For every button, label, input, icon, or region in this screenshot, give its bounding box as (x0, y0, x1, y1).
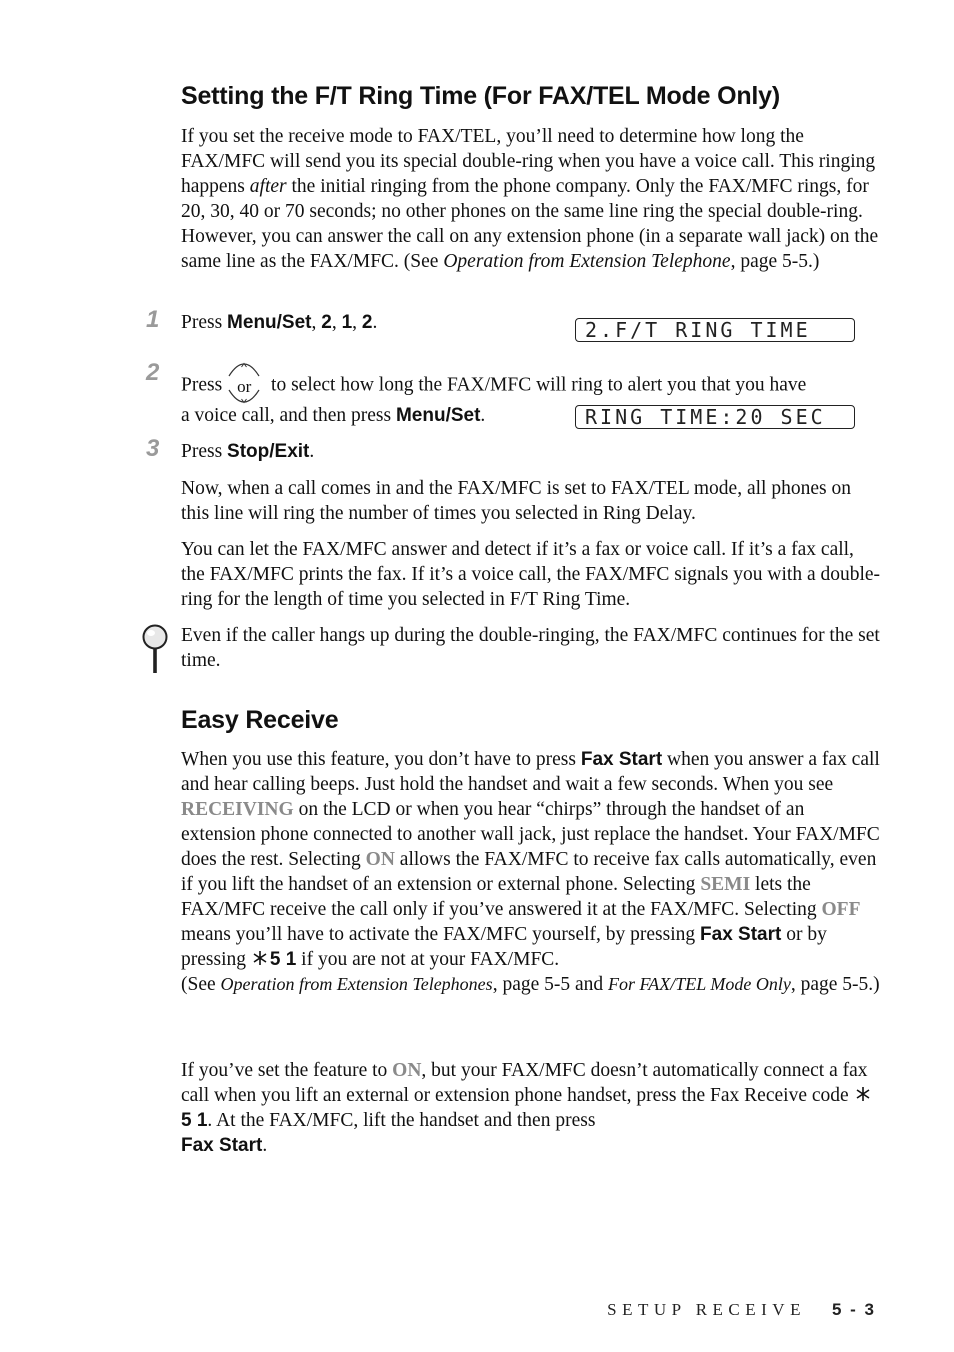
key-2: 2 (321, 312, 332, 333)
text: , (352, 312, 362, 333)
code-5-1: 5 1 (269, 949, 297, 970)
text: the initial ringing from the phone company. Only the FAX/MFC rings, for 20, 30, 40 or 70 seconds; no other phones on the same line ring the special double-ring. However, you can answer the call on any extension phone (in a separate wall jack) on the same line as the FAX/MFC. (See (181, 176, 879, 272)
text: , but your FAX/MFC doesn’t automatically connect a fax call when you lift an external or extension phone handset, press the Fax Receive code (181, 1060, 868, 1106)
star-key-icon (855, 1086, 871, 1102)
italic-text: after (249, 176, 287, 197)
text: . (372, 312, 378, 333)
paragraph-detect-call: You can let the FAX/MFC answer and detect if it’s a fax or voice call. If it’s a fax call, the FAX/MFC prints the fax. If it’s a voice call, the FAX/MFC signals you with a double-ring for the length of time you selected in F/T Ring Time. (181, 539, 881, 610)
text: . (309, 441, 315, 462)
text: Press (181, 441, 228, 462)
step-3-text (181, 439, 881, 464)
text: Press (181, 374, 223, 396)
key-menu-set: Menu/Set (395, 405, 481, 426)
setting-semi: SEMI (700, 874, 751, 895)
text: (See (181, 974, 221, 995)
text: When you use this feature, you don’t have to press (181, 749, 581, 770)
cross-reference: Operation from Extension Telephones (220, 974, 493, 994)
text: , page 5-5 and (492, 974, 609, 995)
text: or by pressing (181, 924, 827, 970)
section-heading-easy-receive: Easy Receive (181, 706, 339, 734)
fax-receive-code-paragraph (181, 1058, 881, 1158)
cross-reference: Operation from Extension Telephone (443, 251, 731, 272)
easy-receive-paragraph (181, 747, 881, 997)
or-label: or (237, 377, 252, 396)
key-fax-start: Fax Start (580, 749, 663, 770)
page-footer (607, 1300, 876, 1320)
setting-on: ON (365, 849, 395, 870)
note-pushpin-icon (140, 624, 170, 676)
step-number-3: 3 (146, 435, 160, 462)
text: , page 5-5.) (730, 251, 820, 272)
lcd-term-receiving: RECEIVING (181, 799, 294, 820)
text: If you set the receive mode to FAX/TEL, you’ll need to determine how long the FAX/MFC will send you its special double-ring when you have a voice call. This ringing happens (181, 126, 876, 197)
code-5-1: 5 1 (181, 1110, 208, 1131)
step-1-text (181, 310, 561, 335)
step-number-2: 2 (146, 359, 160, 386)
key-2: 2 (361, 312, 373, 333)
text: . (480, 405, 486, 426)
text: If you’ve set the feature to (181, 1060, 393, 1081)
step-number-1: 1 (146, 306, 160, 333)
text: if you are not at your FAX/MFC. (296, 949, 560, 970)
step-2-line-2 (181, 403, 561, 428)
page-number: 5 - 3 (831, 1300, 876, 1319)
text: on the LCD or when you hear “chirps” through the handset of an extension phone connected to another wall jack, just replace the handset. Your FAX/MFC does the rest. Selecting (181, 799, 880, 870)
key-stop-exit: Stop/Exit (227, 441, 310, 462)
text: when you answer a fax call and hear calling beeps. Just hold the handset and wait a few seconds. When you see (181, 749, 880, 795)
text: . (262, 1135, 268, 1156)
text: , (331, 312, 342, 333)
text: Press (181, 312, 228, 333)
key-1: 1 (341, 312, 353, 333)
key-fax-start: Fax Start (700, 924, 782, 945)
footer-section-title: SETUP RECEIVE (607, 1300, 806, 1319)
text: allows the FAX/MFC to receive fax calls automatically, even if you lift the handset of an extension or external phone. Selecting (181, 849, 877, 895)
lcd-display-ft-ring-time: 2.F/T RING TIME (575, 318, 855, 342)
star-key-icon (252, 950, 268, 966)
key-fax-start: Fax Start (181, 1135, 263, 1156)
intro-paragraph (181, 124, 881, 274)
text: means you’ll have to activate the FAX/MFC yourself, by pressing (181, 924, 701, 945)
cross-reference: For FAX/TEL Mode Only (608, 974, 791, 994)
text: , page 5-5.) (790, 974, 880, 995)
note-text: Even if the caller hangs up during the double-ringing, the FAX/MFC continues for the set time. (181, 625, 880, 671)
text: , (311, 312, 322, 333)
text: lets the FAX/MFC receive the call only if you’ve answered it at the FAX/MFC. Selecting (181, 874, 822, 920)
text: to select how long the FAX/MFC will ring to alert you that you have (271, 374, 807, 396)
section-heading-ft-ring-time: Setting the F/T Ring Time (For FAX/TEL Mode Only) (181, 82, 781, 110)
text: a voice call, and then press (181, 405, 396, 426)
text: . At the FAX/MFC, lift the handset and then press (207, 1110, 596, 1131)
lcd-display-ring-time: RING TIME:20 SEC (575, 405, 855, 429)
setting-on: ON (392, 1060, 422, 1081)
paragraph-ring-delay: Now, when a call comes in and the FAX/MFC is set to FAX/TEL mode, all phones on this line will ring the number of times you selected in Ring Delay. (181, 478, 851, 524)
setting-off: OFF (821, 899, 861, 920)
up-down-navigation-key-icon (226, 360, 262, 406)
key-menu-set: Menu/Set (227, 312, 312, 333)
